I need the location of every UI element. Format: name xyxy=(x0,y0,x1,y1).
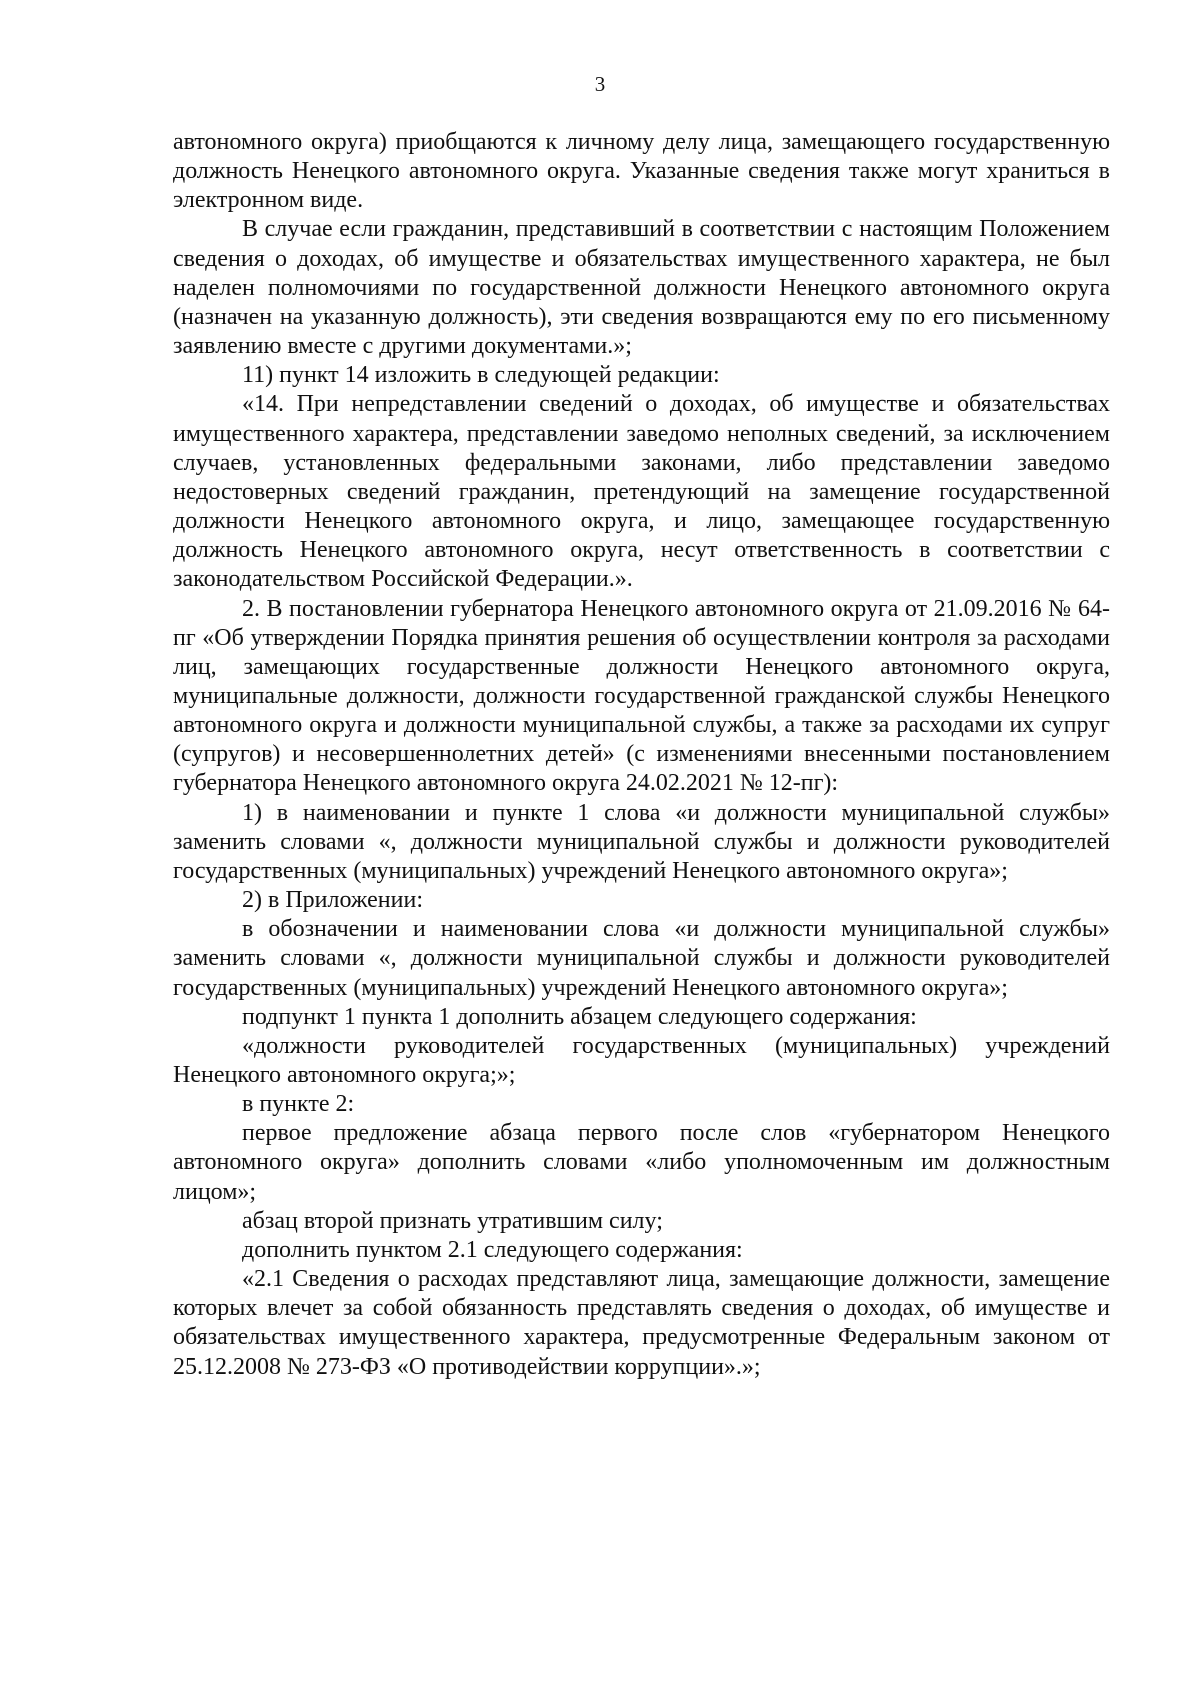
paragraph: в обозначении и наименовании слова «и должности муниципальной службы» заменить словами «, должности муниципальной службы и должности руководителей государственных (муниципальных) учреждений Ненецкого автономного округа»; xyxy=(173,916,1110,1001)
paragraph: «2.1 Сведения о расходах представляют лица, замещающие должности, замещение которых влечет за собой обязанность представлять сведения о доходах, об имуществе и обязательствах имущественного характера, предусмотренные Федеральным законом от 25.12.2008 № 273-ФЗ «О противодействии коррупции».»; xyxy=(173,1266,1110,1380)
paragraph: 2. В постановлении губернатора Ненецкого автономного округа от 21.09.2016 № 64-пг «Об утверждении Порядка принятия решения об осуществлении контроля за расходами лиц, замещающих государственные должности Ненецкого автономного округа, муниципальные должности, должности государственной гражданской службы Ненецкого автономного округа и должности муниципальной службы, а также за расходами их супруг (супругов) и несовершеннолетних детей» (с изменениями внесенными постановлением губернатора Ненецкого автономного округа 24.02.2021 № 12-пг): xyxy=(173,595,1110,797)
paragraph: В случае если гражданин, представивший в соответствии с настоящим Положением сведения о доходах, об имуществе и обязательствах имущественного характера, не был наделен полномочиями по государственной должности Ненецкого автономного округа (назначен на указанную должность), эти сведения возвращаются ему по его письменному заявлению вместе с другими документами.»; xyxy=(173,216,1110,360)
paragraph: подпункт 1 пункта 1 дополнить абзацем следующего содержания: xyxy=(242,1003,917,1030)
paragraph: в пункте 2: xyxy=(242,1091,355,1118)
paragraph: абзац второй признать утратившим силу; xyxy=(242,1207,663,1234)
paragraph: дополнить пунктом 2.1 следующего содержания: xyxy=(242,1236,743,1263)
paragraph: 11) пункт 14 изложить в следующей редакции: xyxy=(242,362,720,389)
paragraph: автономного округа) приобщаются к личному делу лица, замещающего государственную должность Ненецкого автономного округа. Указанные сведения также могут храниться в электронном виде. xyxy=(173,129,1110,214)
paragraph: «должности руководителей государственных (муниципальных) учреждений Ненецкого автономного округа;»; xyxy=(173,1032,1110,1088)
paragraph: первое предложение абзаца первого после слов «губернатором Ненецкого автономного округа» дополнить словами «либо уполномоченным им должностным лицом»; xyxy=(173,1120,1110,1205)
paragraph: «14. При непредставлении сведений о доходах, об имуществе и обязательствах имущественного характера, представлении заведомо неполных сведений, за исключением случаев, установленных федеральными законами, либо представлении заведомо недостоверных сведений гражданин, претендующий на замещение государственной должности Ненецкого автономного округа, и лицо, замещающее государственную должность Ненецкого автономного округа, несут ответственность в соответствии с законодательством Российской Федерации.». xyxy=(173,391,1110,593)
paragraph: 2) в Приложении: xyxy=(242,887,423,914)
document-body xyxy=(173,128,1110,1382)
page-number: 3 xyxy=(594,72,606,96)
paragraph: 1) в наименовании и пункте 1 слова «и должности муниципальной службы» заменить словами «, должности муниципальной службы и должности руководителей государственных (муниципальных) учреждений Ненецкого автономного округа»; xyxy=(173,799,1110,884)
